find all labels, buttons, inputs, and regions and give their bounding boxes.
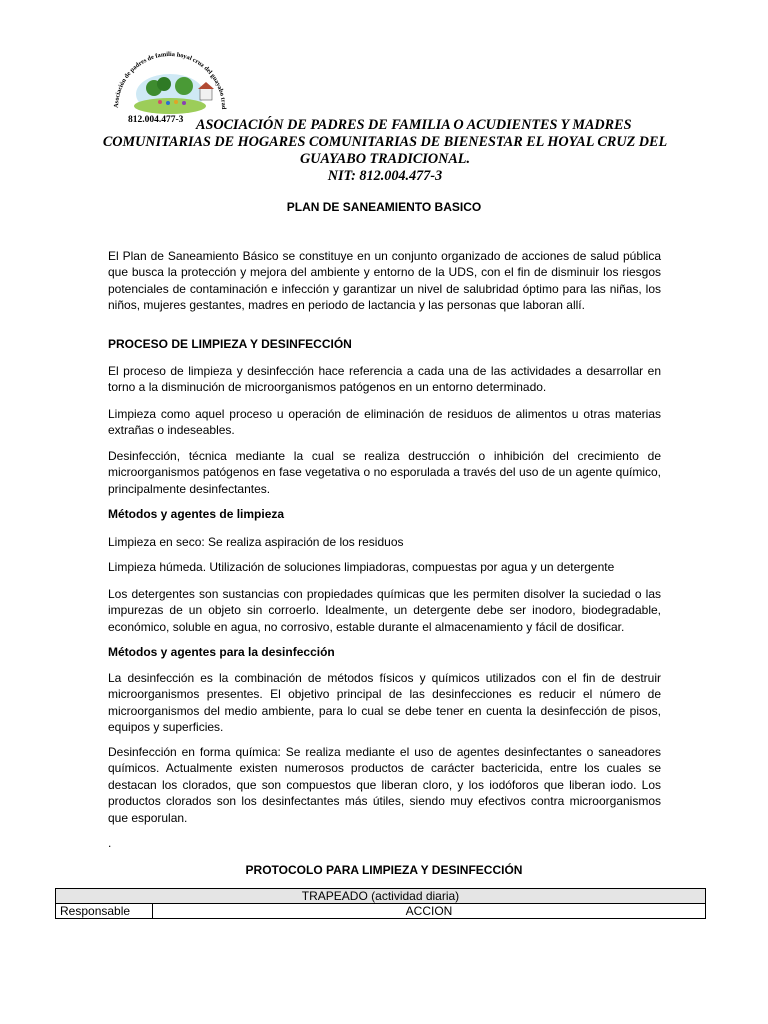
protocol-table bbox=[55, 888, 706, 919]
sub1-paragraph-1: Limpieza en seco: Se realiza aspiración de los residuos bbox=[108, 535, 404, 549]
sub1-paragraph-2: Limpieza húmeda. Utilización de soluciones limpiadoras, compuestas por agua y un detergente bbox=[108, 560, 615, 574]
sub2-paragraph-1: La desinfección es la combinación de métodos físicos y químicos utilizados con el fin de destruir microorganismos presentes. El objetivo principal de las desinfecciones es reducir el número de microorganismos del medio ambiente, para lo cual se debe tener en cuenta la desinfección de pisos, equipos y superficies. bbox=[108, 671, 661, 735]
subheading-metodos-limpieza: Métodos y agentes de limpieza bbox=[108, 507, 285, 521]
association-header bbox=[100, 117, 670, 185]
table-header-accion: ACCION bbox=[153, 904, 706, 919]
section1-paragraph-1: El proceso de limpieza y desinfección hace referencia a cada una de las actividades a desarrollar en torno a la disminución de microorganismos patógenos en un entorno determinado. bbox=[108, 364, 661, 395]
header-line-1: ASOCIACIÓN DE PADRES DE FAMILIA O ACUDIENTES Y MADRES bbox=[196, 117, 632, 133]
section1-block-3 bbox=[108, 448, 661, 497]
document-body bbox=[108, 248, 661, 314]
table-header-responsable: Responsable bbox=[56, 904, 153, 919]
sub1-block-3 bbox=[108, 586, 661, 635]
sub1-paragraph-3: Los detergentes son sustancias con propiedades químicas que les permiten disolver la suciedad o las impurezas de un objeto sin corroerlo. Idealmente, un detergente debe ser inodoro, biodegradable, económico, soluble en agua, no corrosivo, estable durante el almacenamiento y fácil de dosificar. bbox=[108, 587, 661, 634]
logo-arc-text: Asociación de padres de familia hoyal cruz del guayabo trad bbox=[112, 50, 228, 110]
sub1-block-1 bbox=[108, 534, 661, 550]
section-heading-limpieza: PROCESO DE LIMPIEZA Y DESINFECCIÓN bbox=[108, 337, 352, 351]
stray-dot: . bbox=[108, 836, 112, 850]
intro-paragraph: El Plan de Saneamiento Básico se constituye en un conjunto organizado de acciones de salud pública que busca la protección y mejora del ambiente y entorno de la UDS, con el fin de disminuir los riesgos potenciales de contaminación e infección y garantizar un nivel de salubridad óptimo para las niñas, los niños, mujeres gestantes, madres en periodo de lactancia y las personas que laboran allí. bbox=[108, 249, 661, 313]
logo-nit-text: 812.004.477-3 bbox=[128, 115, 184, 125]
association-logo bbox=[104, 44, 234, 126]
section1-paragraph-3: Desinfección, técnica mediante la cual se realiza destrucción o inhibición del crecimiento de microorganismos patógenos en fase vegetativa o no esporulada a través del uso de un agente químico, principalmente desinfectantes. bbox=[108, 449, 661, 496]
section1-paragraph-2: Limpieza como aquel proceso u operación de eliminación de residuos de alimentos u otras materias extrañas o indeseables. bbox=[108, 407, 661, 438]
table-title-cell: TRAPEADO (actividad diaria) bbox=[56, 889, 706, 904]
header-line-2: COMUNITARIAS DE HOGARES COMUNITARIAS DE BIENESTAR EL HOYAL CRUZ DEL bbox=[102, 134, 668, 150]
header-nit: NIT: 812.004.477-3 bbox=[327, 168, 443, 184]
sub2-paragraph-2: Desinfección en forma química: Se realiza mediante el uso de agentes desinfectantes o saneadores químicos. Actualmente existen numerosos productos de carácter bactericida, entre los cuales se destacan los clorados, que son compuestos que liberan cloro, y los iodóforos que liberan iodo. Los productos clorados son los desinfectantes más útiles, siendo muy efectivos contra microorganismos que esporulan. bbox=[108, 745, 661, 825]
section1-block-2 bbox=[108, 406, 661, 439]
table-row bbox=[56, 889, 706, 904]
section1-block bbox=[108, 363, 661, 396]
sub1-block-2 bbox=[108, 559, 661, 575]
table-row bbox=[56, 904, 706, 919]
protocol-heading: PROTOCOLO PARA LIMPIEZA Y DESINFECCIÓN bbox=[245, 863, 523, 877]
subheading-metodos-desinfeccion: Métodos y agentes para la desinfección bbox=[108, 645, 335, 659]
header-line-3: GUAYABO TRADICIONAL. bbox=[299, 151, 470, 167]
document-title: PLAN DE SANEAMIENTO BASICO bbox=[286, 200, 482, 214]
sub2-block-2 bbox=[108, 744, 661, 826]
sub2-block-1 bbox=[108, 670, 661, 736]
